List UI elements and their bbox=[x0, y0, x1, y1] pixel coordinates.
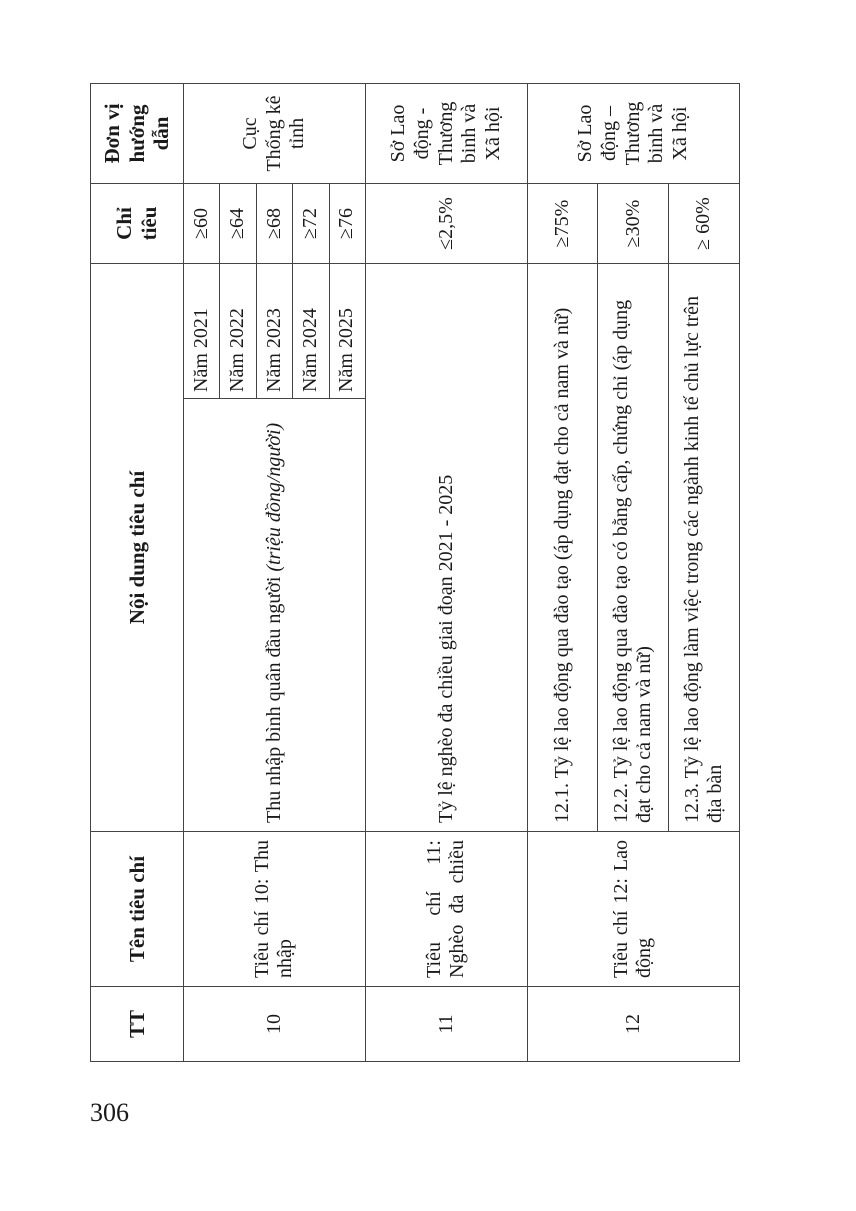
year-target: ≥60 bbox=[184, 183, 220, 263]
year-label: Năm 2025 bbox=[329, 263, 365, 398]
row10-noi-dung-unit: (triệu đồng/người) bbox=[262, 422, 285, 572]
header-noi-dung: Nội dung tiêu chí bbox=[91, 263, 184, 831]
year-label: Năm 2022 bbox=[220, 263, 256, 398]
row12-don-vi: Sở Lao động – Thương binh và Xã hội bbox=[527, 83, 739, 183]
row12-tt: 12 bbox=[527, 987, 739, 1062]
year-label: Năm 2024 bbox=[293, 263, 329, 398]
row12-ten: Tiêu chí 12: Lao động bbox=[527, 832, 739, 987]
row12-item-noi-dung: 12.3. Tỷ lệ lao động làm việc trong các ngành kinh tế chủ lực trên địa bàn bbox=[669, 263, 740, 831]
criteria-table bbox=[90, 83, 740, 1062]
year-target: ≥72 bbox=[293, 183, 329, 263]
header-tt: TT bbox=[91, 987, 184, 1062]
row12-item-chi-tieu: ≥ 60% bbox=[669, 183, 740, 263]
row12-item-noi-dung: 12.2. Tỷ lệ lao động qua đào tạo có bằng cấp, chứng chỉ (áp dụng đạt cho cả nam và nữ) bbox=[598, 263, 669, 831]
row12-item-chi-tieu: ≥30% bbox=[598, 183, 669, 263]
year-target: ≥68 bbox=[256, 183, 292, 263]
table-row bbox=[184, 83, 220, 1061]
year-label: Năm 2021 bbox=[184, 263, 220, 398]
year-target: ≥64 bbox=[220, 183, 256, 263]
header-chi-tieu: Chỉ tiêu bbox=[91, 183, 184, 263]
rotated-page-content bbox=[90, 84, 740, 1062]
table-row bbox=[527, 83, 598, 1061]
row11-chi-tieu: ≤2,5% bbox=[365, 183, 527, 263]
row10-noi-dung-text: Thu nhập bình quân đầu người bbox=[262, 576, 285, 823]
row11-ten: Tiêu chí 11: Nghèo đa chiều bbox=[365, 832, 527, 987]
row11-noi-dung: Tỷ lệ nghèo đa chiều giai đoạn 2021 - 2025 bbox=[365, 263, 527, 831]
row10-noi-dung bbox=[184, 399, 366, 832]
header-don-vi: Đơn vị hướng dẫn bbox=[91, 83, 184, 183]
row10-don-vi: Cục Thống kê tỉnh bbox=[184, 83, 366, 183]
row10-tt: 10 bbox=[184, 987, 366, 1062]
table-row bbox=[365, 83, 527, 1061]
row11-tt: 11 bbox=[365, 987, 527, 1062]
row11-don-vi: Sở Lao động - Thương binh và Xã hội bbox=[365, 83, 527, 183]
year-label: Năm 2023 bbox=[256, 263, 292, 398]
header-ten-tieu-chi: Tên tiêu chí bbox=[91, 832, 184, 987]
table-header-row bbox=[91, 83, 184, 1061]
row12-item-noi-dung: 12.1. Tỷ lệ lao động qua đào tạo (áp dụng đạt cho cả nam và nữ) bbox=[527, 263, 598, 831]
row12-item-chi-tieu: ≥75% bbox=[527, 183, 598, 263]
page-number: 306 bbox=[90, 1098, 129, 1127]
row10-ten: Tiêu chí 10: Thu nhập bbox=[184, 832, 366, 987]
year-target: ≥76 bbox=[329, 183, 365, 263]
